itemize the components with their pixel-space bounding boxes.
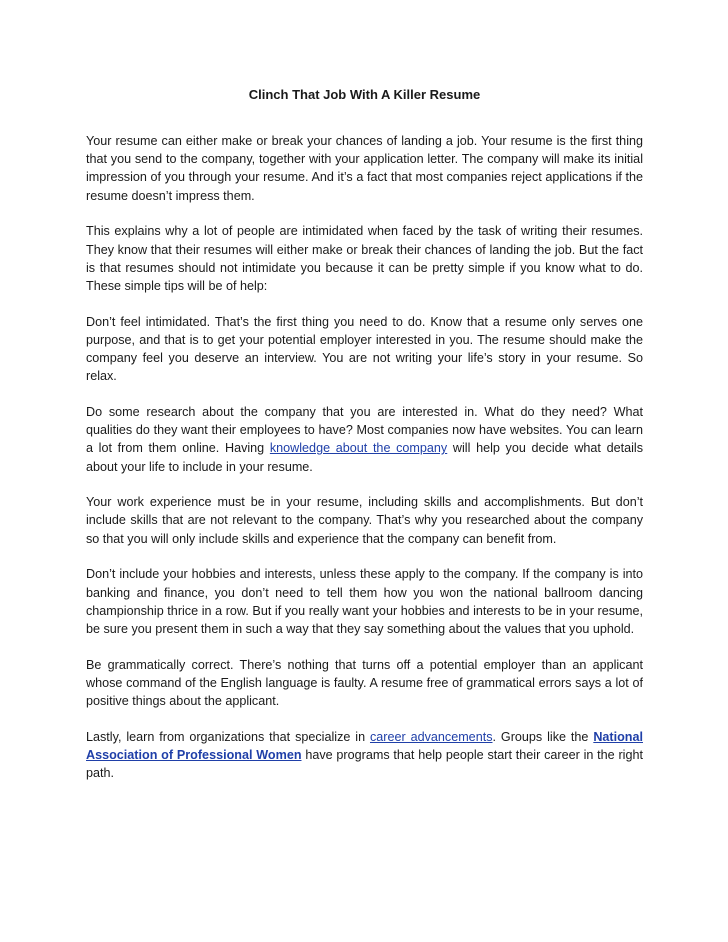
paragraph-4	[86, 403, 643, 476]
paragraph-4-text-start: Do some research about the company that you are interested in. What do they need? What qualities do they want their employees to have? Most companies now have websites. You can learn a lot from them online. Having	[86, 404, 643, 456]
paragraph-3: Don’t feel intimidated. That’s the first thing you need to do. Know that a resume only serves one purpose, and that is to get your potential employer interested in you. The resume should make the company feel you deserve an interview. You are not writing your life’s story in your resume. So relax.	[86, 314, 643, 384]
career-advancements-link[interactable]: career advancements	[369, 729, 493, 744]
paragraph-8-text-end: have programs that help people start their career in the right path.	[86, 747, 643, 781]
paragraph-8-text-start: Lastly, learn from organizations that specialize in	[86, 729, 370, 744]
napw-link[interactable]: National Association of Professional Women	[86, 729, 643, 762]
paragraph-5: Your work experience must be in your resume, including skills and accomplishments. But don’t include skills that are not relevant to the company. That’s why you researched about the company so that you will only include skills and experience that the company can benefit from.	[86, 495, 643, 546]
document-title: Clinch That Job With A Killer Resume	[248, 87, 481, 102]
paragraph-8	[86, 728, 643, 783]
document-page	[86, 86, 643, 800]
paragraph-7: Be grammatically correct. There’s nothing that turns off a potential employer than an applicant whose command of the English language is faulty. A resume free of grammatical errors says a lot of positive things about the applicant.	[86, 657, 643, 709]
company-knowledge-link[interactable]: knowledge about the company	[269, 441, 448, 456]
paragraph-4-text-end: will help you decide what details about your life to include in your resume.	[86, 441, 644, 474]
paragraph-2: This explains why a lot of people are intimidated when faced by the task of writing their resumes. They know that their resumes will either make or break their chances of landing the job. But the fact is that resumes should not intimidate you because it can be pretty simple if you know what to do. These simple tips will be of help:	[86, 224, 643, 293]
paragraph-8-text-middle: . Groups like the	[492, 729, 594, 744]
paragraph-1: Your resume can either make or break your chances of landing a job. Your resume is the first thing that you send to the company, together with your application letter. The company will make its initial impression of you through your resume. And it’s a fact that most companies reject applications if the resume doesn’t impress them.	[86, 134, 643, 203]
paragraph-6: Don’t include your hobbies and interests, unless these apply to the company. If the company is into banking and finance, you don’t need to tell them how you won the national ballroom dancing championship thrice in a row. But if you really want your hobbies and interests to be in your resume, be sure you present them in such a way that they say something about the values that you uphold.	[86, 567, 643, 636]
